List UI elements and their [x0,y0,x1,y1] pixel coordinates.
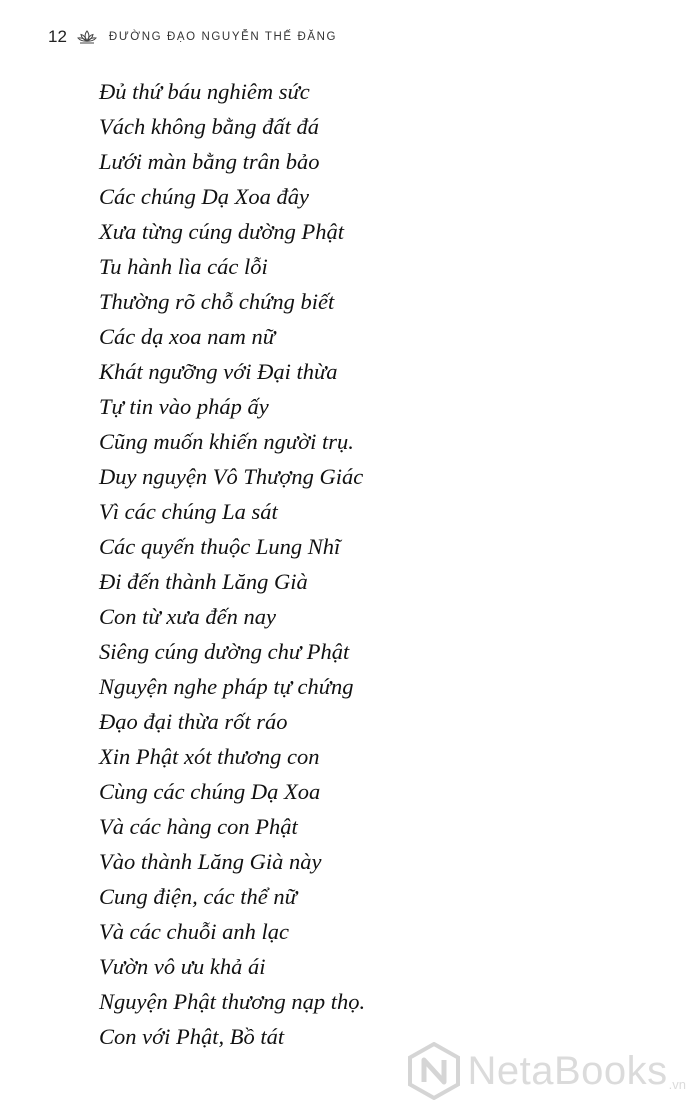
poem-line: Đi đến thành Lăng Già [99,569,308,594]
page-number: 12 [48,27,67,46]
poem-line: Các chúng Dạ Xoa đây [99,184,309,209]
poem-line: Thường rõ chỗ chứng biết [99,289,335,314]
poem-line: Con từ xưa đến nay [99,604,277,629]
poem-line: Các quyến thuộc Lung Nhĩ [99,534,341,559]
poem-line: Đủ thứ báu nghiêm sức [99,79,310,104]
poem-line: Vách không bằng đất đá [99,114,319,139]
lotus-icon [77,30,97,44]
poem-line: Xưa từng cúng dường Phật [99,219,345,244]
poem-line: Đạo đại thừa rốt ráo [99,709,288,734]
poem-line: Và các chuỗi anh lạc [99,919,289,944]
poem-line: Tự tin vào pháp ấy [99,394,269,419]
poem [99,74,365,1054]
netabooks-logo-icon [407,1042,461,1100]
poem-line: Và các hàng con Phật [99,814,298,839]
poem-line: Siêng cúng dường chư Phật [99,639,350,664]
poem-line: Tu hành lìa các lỗi [99,254,268,279]
poem-line: Các dạ xoa nam nữ [99,324,276,349]
watermark-text: NetaBooks [467,1048,668,1093]
poem-line: Cũng muốn khiến người trụ. [99,429,354,454]
poem-line: Vườn vô ưu khả ái [99,954,266,979]
page-header [48,26,337,48]
poem-line: Cung điện, các thể nữ [99,884,297,909]
poem-line: Nguyện nghe pháp tự chứng [99,674,354,699]
poem-line: Con với Phật, Bồ tát [99,1024,285,1049]
poem-line: Nguyện Phật thương nạp thọ. [99,989,366,1014]
watermark [407,1042,686,1100]
poem-line: Cùng các chúng Dạ Xoa [99,779,321,804]
poem-line: Vì các chúng La sát [99,499,278,524]
running-title: ĐƯỜNG ĐẠO NGUYỄN THẾ ĐĂNG [108,31,338,43]
poem-line: Xin Phật xót thương con [99,744,320,769]
poem-line: Vào thành Lăng Già này [99,849,322,874]
watermark-suffix: .vn [668,1077,686,1092]
poem-line: Lưới màn bằng trân bảo [99,149,320,174]
poem-line: Khát ngưỡng với Đại thừa [99,359,338,384]
poem-line: Duy nguyện Vô Thượng Giác [99,464,364,489]
